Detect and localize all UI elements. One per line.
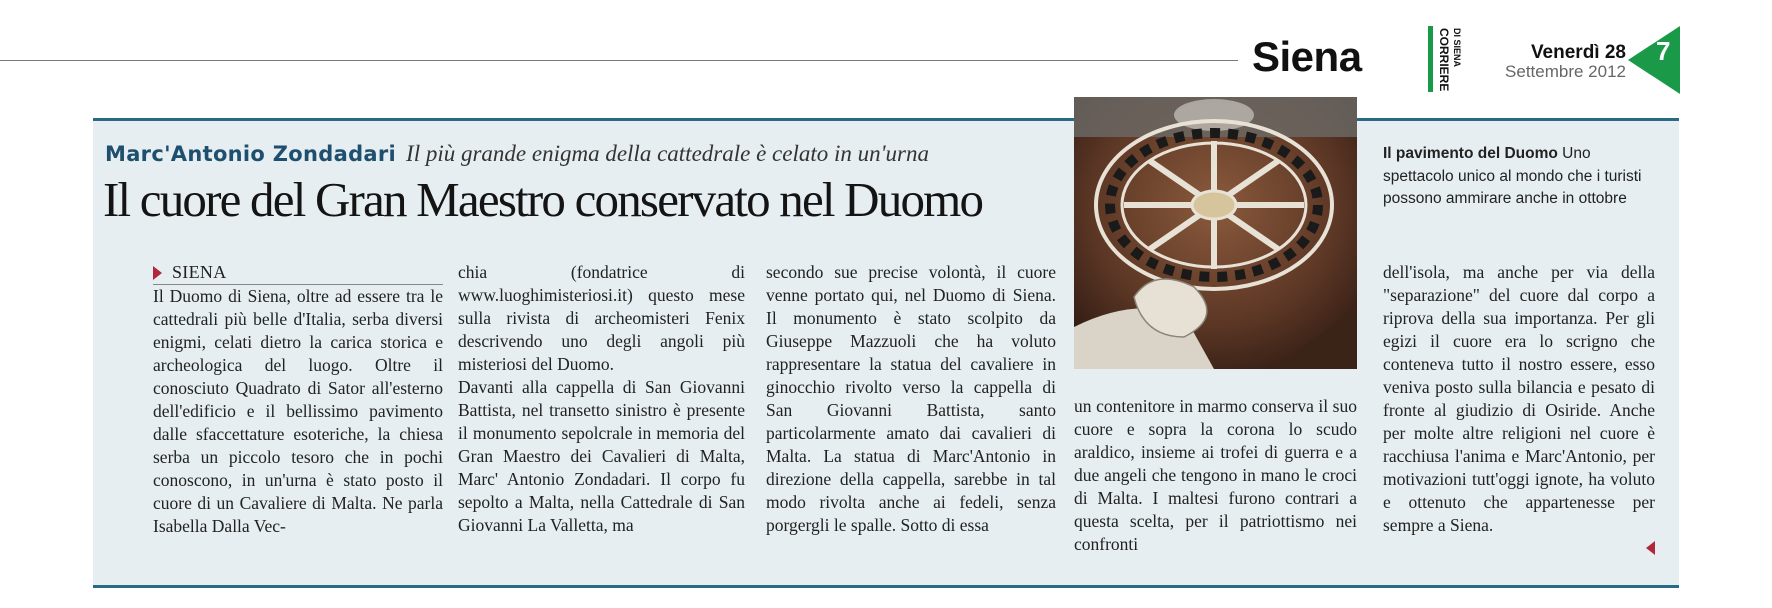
- column-text: Davanti alla cappella di San Giovanni Battista, nel transetto sinistro è presente il monumento sepolcrale in memoria del Gran Maestro dei Cavalieri di Malta, Marc' Antonio Zondadari. Il corpo fu sepolto a Malta, nella Cattedrale di San Giovanni La Valletta, ma: [458, 377, 745, 535]
- article-column-4: [1074, 395, 1357, 556]
- page-number: 7: [1656, 36, 1671, 66]
- end-of-article-icon: [1646, 541, 1655, 555]
- article-column-3: [766, 261, 1056, 537]
- cathedral-floor-photo: [1074, 97, 1357, 369]
- kicker-name: Marc'Antonio Zondadari: [105, 142, 397, 166]
- dateline-arrow-icon: [153, 266, 162, 280]
- column-text: un contenitore in marmo conserva il suo cuore e sopra la corona lo scudo araldico, insieme ai trofei di guerra e a due angeli che tengono in mano le croci di Malta. I maltesi furono contrari a questa scelta, per il patriottismo nei confronti: [1074, 396, 1357, 554]
- article-column-2: [458, 261, 745, 537]
- column-text: chia (fondatrice di www.luoghimisteriosi.it) questo mese sulla rivista di archeomisteri Fenix descrivendo uno degli angoli più misteriosi del Duomo.: [458, 262, 745, 374]
- dateline: [153, 261, 443, 285]
- dateline-text: SIENA: [172, 262, 227, 282]
- section-title: Siena: [1252, 33, 1362, 80]
- column-text: Il Duomo di Siena, oltre ad essere tra le cattedrali più belle d'Italia, serba diversi enigmi, celati dietro la carica storica e archeologica del luogo. Oltre il conosciuto Quadrato di Sator all'esterno dell'edificio e il bellissimo pavimento dalle sfaccettature esoteriche, la chiesa serba un piccolo tesoro che in pochi conoscono, in un'urna è stato posto il cuore di un Cavaliere di Malta. Ne parla Isabella Dalla Vec-: [153, 286, 443, 536]
- article-column-1: [153, 261, 443, 538]
- issue-date-day: Venerdì 28: [1530, 42, 1626, 63]
- headline: Il cuore del Gran Maestro conservato nel Duomo: [103, 172, 983, 227]
- kicker-subtitle: Il più grande enigma della cattedrale è celato in un'urna: [406, 141, 929, 166]
- header-rule: [0, 60, 1238, 61]
- caption-title: Il pavimento del Duomo: [1383, 145, 1558, 162]
- svg-text:DI SIENA: DI SIENA: [1452, 28, 1462, 68]
- kicker: [105, 141, 929, 167]
- newspaper-logo-bar: [1428, 26, 1433, 92]
- caption-body: Uno spettacolo unico al mondo che i turisti possono ammirare anche in ottobre: [1383, 145, 1642, 207]
- article-column-5: [1383, 261, 1655, 555]
- column-text: dell'isola, ma anche per via della "separazione" del cuore dal corpo a riprova della sua importanza. Per gli egizi il cuore era lo scrigno che conteneva tutto il nostro essere, esso veniva posto sulla bilancia e pesato di fronte al giudizio di Osiride. Anche per molte altre religioni nel cuore è racchiusa l'anima e Marc'Antonio, per motivazioni tutt'oggi ignote, ha voluto e ottenuto che appartenesse per sempre a Siena.: [1383, 262, 1655, 535]
- newspaper-logo: [1434, 26, 1460, 92]
- photo-caption: [1383, 143, 1653, 211]
- column-text: secondo sue precise volontà, il cuore venne portato qui, nel Duomo di Siena. Il monumento è stato scolpito da Giuseppe Mazzuoli che ha voluto rappresentare la statua del cavaliere in ginocchio rivolto verso la cappella di San Giovanni Battista, santo particolarmente amato dai cavalieri di Malta. La statua di Marc'Antonio in direzione della cappella, sarebbe in tal modo rivolta anche ai fedeli, senza porgergli le spalle. Sotto di essa: [766, 262, 1056, 535]
- article-box: [93, 118, 1679, 588]
- svg-text:CORRIERE: CORRIERE: [1437, 28, 1451, 92]
- issue-date-month: Settembre 2012: [1505, 62, 1626, 81]
- page-number-flag-icon: [1628, 26, 1680, 94]
